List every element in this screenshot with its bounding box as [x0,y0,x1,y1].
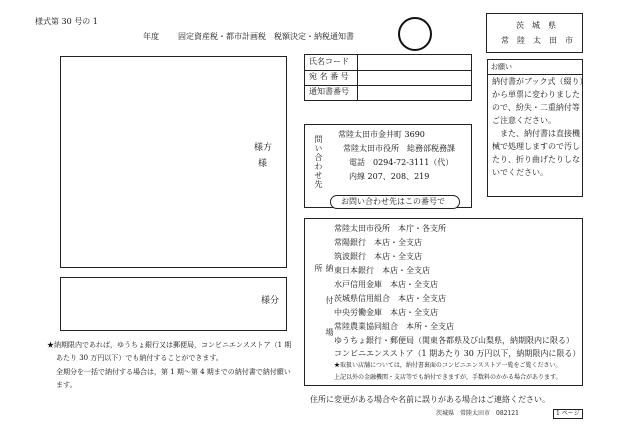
payment-place: 水戸信用金庫 本店・全支店 [334,280,438,289]
city-name: 常 陸 太 田 市 [501,36,573,45]
notice-line: また、納付書は直接機 [492,129,580,138]
payment-note: 上記以外の金融機関・支店等でも納付できますが，手数料のかかる場合があります。 [334,374,562,381]
payment-place: コンビニエンスストア（1 期あたり 30 万円以下，納期限内に限る） [334,349,581,358]
honorific-c-o: 様方 [254,143,273,153]
inquiry-pill-text: お問い合わせ先はこの番号で [341,197,445,206]
address-box [60,56,287,268]
city-box [486,13,583,53]
inquiry-extension: 内線 207、208、219 [349,172,430,181]
notice-number-label: 通知書番号 [309,87,349,96]
inquiry-phone: 電話 0294-72-3111（代） [349,158,454,167]
notice-line: たり、折り曲げたりしな [492,155,580,164]
payment-place: 常陸太田市役所 本庁・各支所 [334,224,446,233]
payment-note: ★取扱い店舗については，納付書裏面のコンビニエンスストア一覧をご覧ください。 [334,362,562,369]
notice-line: 納付書がブック式（綴り） [492,77,588,86]
prefecture-name: 茨 城 県 [516,21,556,30]
payment-place: 常陸農業協同組合 本所・全支店 [334,322,454,331]
form-number: 様式第 30 号の 1 [35,17,98,26]
notice-title: お願い [491,63,512,71]
payment-place: ゆうちょ銀行・郵便局（関東各都県及び山梨県，納期限内に限る） [334,336,574,345]
inquiry-office: 常陸太田市役所 総務部税務課 [343,144,455,153]
notice-line: ので、紛失・二重納付等 [492,103,580,112]
fiscal-year-label: 年度 [143,32,159,41]
footer-org: 茨城県 常陸太田市 082121 [436,410,519,417]
addressee-number-label: 宛 名 番 号 [309,72,349,81]
notice-line: から単票に変わりました [492,90,580,99]
payment-place: 東日本銀行 本店・全支店 [334,266,430,275]
page-indicator: 1 ページ [553,409,583,419]
payment-side-label: 納 付 場 所 [314,264,334,360]
left-note-line: ★納期限内であれば，ゆうちょ銀行又は郵便局，コンビニエンスストア（1 期 [47,341,292,349]
payment-place: 筑波銀行 本店・全支店 [334,252,422,261]
inquiry-pill [330,195,460,209]
document-title: 固定資産税・都市計画税 税額決定・納税通知書 [178,32,354,41]
notice-line: 械で処理しますので汚し [492,142,580,151]
name-code-label: 氏名コード [309,57,349,66]
payment-place: 茨城県信用組合 本店・全支店 [334,294,446,303]
payment-place: 中央労働金庫 本店・全支店 [334,308,438,317]
honorific: 様 [258,159,268,169]
id-box [304,54,472,101]
address-change-note: 住所に変更がある場合や名前に誤りがある場合はご連絡ください。 [310,395,550,404]
inquiry-address: 常陸太田市金井町 3690 [338,130,425,139]
left-note-line: 全期分を一括で納付する場合は，第 1 期〜第 4 期までの納付書で納付願い [56,368,291,376]
left-note-line: あたり 30 万円以下）でも納付することができます。 [56,354,223,362]
share-box [60,277,287,331]
notice-line: いでください。 [492,168,548,177]
seal-circle [398,17,432,51]
payment-place: 常陽銀行 本店・全支店 [334,238,422,247]
notice-line: ご注意ください。 [492,116,556,125]
left-note-line: ます。 [56,381,77,389]
notice-box [487,59,588,197]
payment-box [304,218,583,386]
inquiry-side-label: 問い合わせ先 [314,135,323,189]
share-label: 様分 [261,296,280,306]
